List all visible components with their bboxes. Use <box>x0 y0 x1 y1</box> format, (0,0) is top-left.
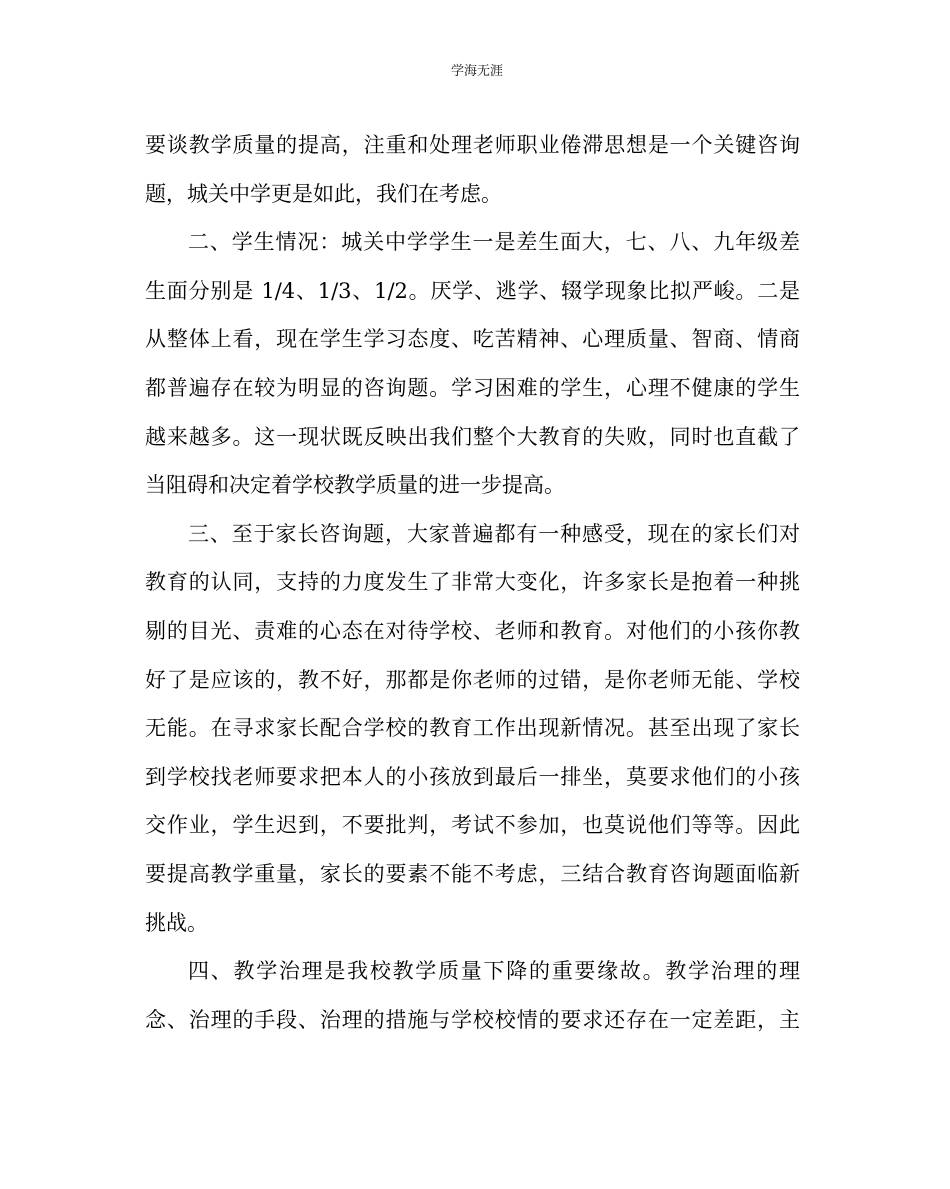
text-line: 剔的目光、责难的心态在对待学校、老师和教育。对他们的小孩你教 <box>145 618 800 643</box>
text-line: 三、至于家长咨询题，大家普遍都有一种感受，现在的家长们对 <box>188 521 800 546</box>
text-line: 从整体上看，现在学生学习态度、吃苦精神、心理质量、智商、情商 <box>145 327 800 352</box>
text-line: 交作业，学生迟到，不要批判，考试不参加，也莫说他们等等。因此 <box>145 813 800 838</box>
paragraph-3 <box>145 510 800 947</box>
paragraph-1 <box>145 121 800 218</box>
text-line: 二、学生情况：城关中学学生一是差生面大，七、八、九年级差 <box>188 230 800 255</box>
text-line: 到学校找老师要求把本人的小孩放到最后一排坐，莫要求他们的小孩 <box>145 764 800 789</box>
paragraph-2 <box>145 218 800 510</box>
text-line: 无能。在寻求家长配合学校的教育工作出现新情况。甚至出现了家长 <box>145 716 800 741</box>
text-line: 四、教学治理是我校教学质量下降的重要缘故。教学治理的理 <box>188 959 800 984</box>
text-line: 挑战。 <box>145 910 208 935</box>
text-line: 要谈教学质量的提高，注重和处理老师职业倦滞思想是一个关键咨询 <box>145 133 800 157</box>
text-line: 教育的认同，支持的力度发生了非常大变化，许多家长是抱着一种挑 <box>145 570 800 595</box>
text-line: 越来越多。这一现状既反映出我们整个大教育的失败，同时也直截了 <box>145 424 800 449</box>
text-line: 念、治理的手段、治理的措施与学校校情的要求还存在一定差距，主 <box>145 1007 800 1032</box>
text-line: 好了是应该的，教不好，那都是你老师的过错，是你老师无能、学校 <box>145 667 800 692</box>
page-header: 学海无涯 <box>451 64 504 79</box>
text-line: 要提高教学重量，家长的要素不能不考虑，三结合教育咨询题面临新 <box>145 861 800 886</box>
text-line: 当阻碍和决定着学校教学质量的进一步提高。 <box>145 473 565 498</box>
text-line: 生面分别是 1/4、1/3、1/2。厌学、逃学、辍学现象比拟严峻。二是 <box>145 278 800 303</box>
text-line: 都普遍存在较为明显的咨询题。学习困难的学生，心理不健康的学生 <box>145 375 800 400</box>
document-body <box>145 121 800 1044</box>
paragraph-4 <box>145 947 800 1044</box>
text-line: 题，城关中学更是如此，我们在考虑。 <box>145 181 502 206</box>
